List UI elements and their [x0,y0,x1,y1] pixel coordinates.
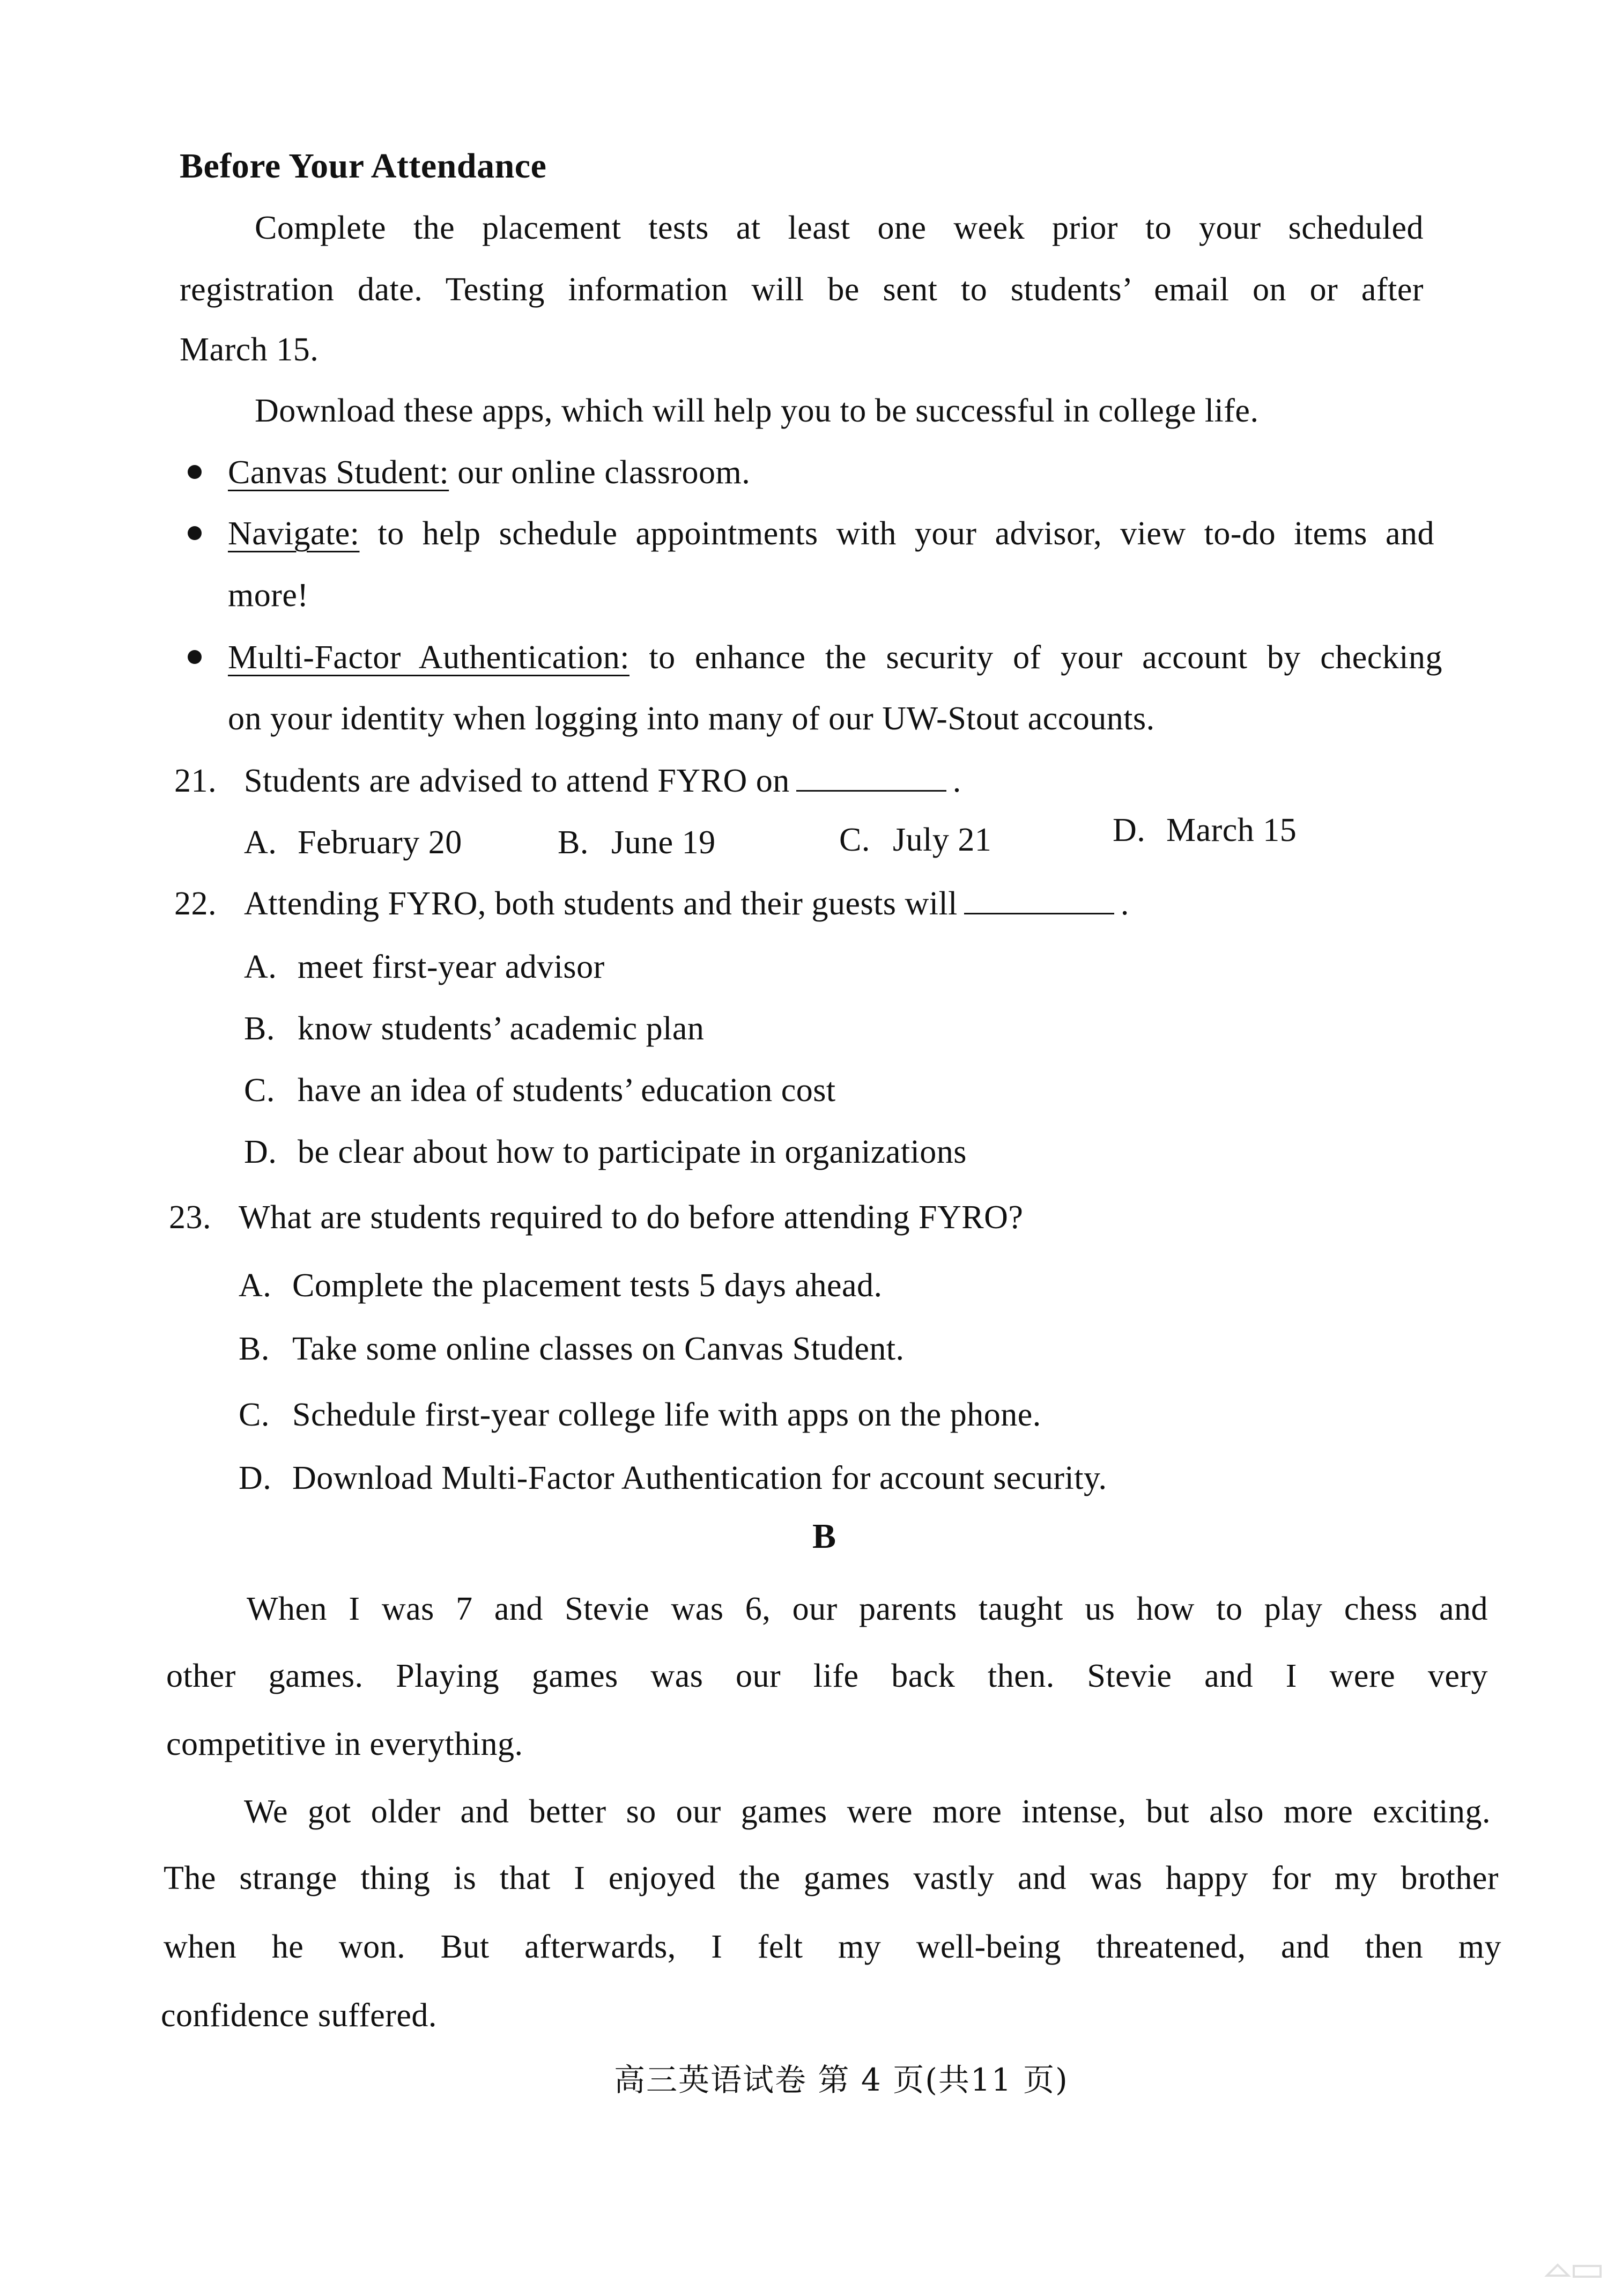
bullet-text: to enhance the security of your account by checking [629,639,1442,676]
option-21c [839,818,991,861]
option-text: July 21 [893,822,992,858]
page-footer: 高三英语试卷 第 4 页(共11 页) [614,2062,1069,2098]
question-number: 22. [174,885,217,922]
answer-blank [964,885,1114,914]
option-22c [244,1069,836,1112]
paragraph-line: competitive in everything. [166,1726,523,1762]
option-21a [244,821,462,864]
bullet-continuation: on your identity when logging into many of our UW-Stout accounts. [228,700,1155,737]
option-23c [239,1393,1041,1436]
section-heading: Before Your Attendance [180,146,547,186]
bullet-term: Multi-Factor Authentication: [228,639,629,676]
bullet-dot [188,526,202,540]
paragraph-line: registration date. Testing information will be sent to students’ email on or after [180,271,1424,308]
watermark-icon [1542,2254,1606,2286]
option-letter: B. [558,824,589,861]
paragraph-line: when he won. But afterwards, I felt my well-being threatened, and then my [164,1929,1501,1965]
bullet-term: Navigate: [228,515,360,552]
option-23b [239,1327,905,1370]
question-stem: Students are advised to attend FYRO on [244,763,790,799]
question-23 [169,1196,1023,1239]
option-text: meet first-year advisor [298,949,605,985]
option-text: be clear about how to participate in organizations [298,1134,967,1170]
question-end: . [1120,885,1129,922]
paragraph-line: We got older and better so our games were more intense, but also more exciting. [244,1793,1491,1830]
section-b-letter: B [812,1517,836,1556]
paragraph-line: other games. Playing games was our life back then. Stevie and I were very [166,1658,1488,1694]
option-letter: A. [244,949,277,985]
bullet-term: Canvas Student: [228,454,449,491]
option-letter: C. [239,1397,270,1433]
option-letter: D. [244,1134,277,1170]
paragraph-line: The strange thing is that I enjoyed the games vastly and was happy for my brother [164,1860,1499,1896]
option-letter: C. [839,822,870,858]
option-letter: A. [244,824,277,861]
bullet-item [228,451,750,494]
option-22b [244,1007,704,1050]
option-22a [244,946,605,988]
paragraph-line: confidence suffered. [161,1997,437,2034]
option-23d [239,1457,1107,1500]
option-text: know students’ academic plan [298,1010,705,1047]
question-number: 23. [169,1199,211,1236]
option-text: Download Multi-Factor Authentication for account security. [292,1460,1107,1496]
option-text: Schedule first-year college life with apps on the phone. [292,1397,1041,1433]
question-21 [174,759,961,802]
option-text: February 20 [298,824,462,861]
option-23a [239,1264,883,1307]
paragraph-line: Download these apps, which will help you to be successful in college life. [255,393,1259,429]
question-number: 21. [174,763,217,799]
option-text: June 19 [611,824,716,861]
paragraph-line: Complete the placement tests at least one week prior to your scheduled [255,210,1424,246]
answer-blank [796,762,946,792]
option-letter: D. [239,1460,272,1496]
bullet-text: to help schedule appointments with your advisor, view to-do items and [359,515,1434,552]
bullet-continuation: more! [228,577,309,614]
option-letter: A. [239,1267,272,1304]
option-letter: B. [244,1010,275,1047]
question-stem: What are students required to do before attending FYRO? [239,1199,1024,1236]
question-22 [174,882,1129,925]
bullet-item [228,636,1442,679]
bullet-dot [188,650,202,664]
option-text: Take some online classes on Canvas Student. [292,1331,905,1367]
question-end: . [952,763,961,799]
option-letter: B. [239,1331,270,1367]
paragraph-line: When I was 7 and Stevie was 6, our parents taught us how to play chess and [247,1591,1488,1627]
option-letter: C. [244,1072,275,1109]
option-22d [244,1131,967,1173]
bullet-dot [188,465,202,479]
bullet-item [228,512,1434,555]
paragraph-line: March 15. [180,331,319,368]
option-text: have an idea of students’ education cost [298,1072,836,1109]
bullet-text: our online classroom. [449,454,751,491]
option-text: March 15 [1166,812,1297,848]
question-stem: Attending FYRO, both students and their guests will [244,885,958,922]
option-letter: D. [1113,812,1146,848]
option-text: Complete the placement tests 5 days ahead. [292,1267,883,1304]
option-21b [558,821,716,864]
option-21d [1113,809,1297,852]
